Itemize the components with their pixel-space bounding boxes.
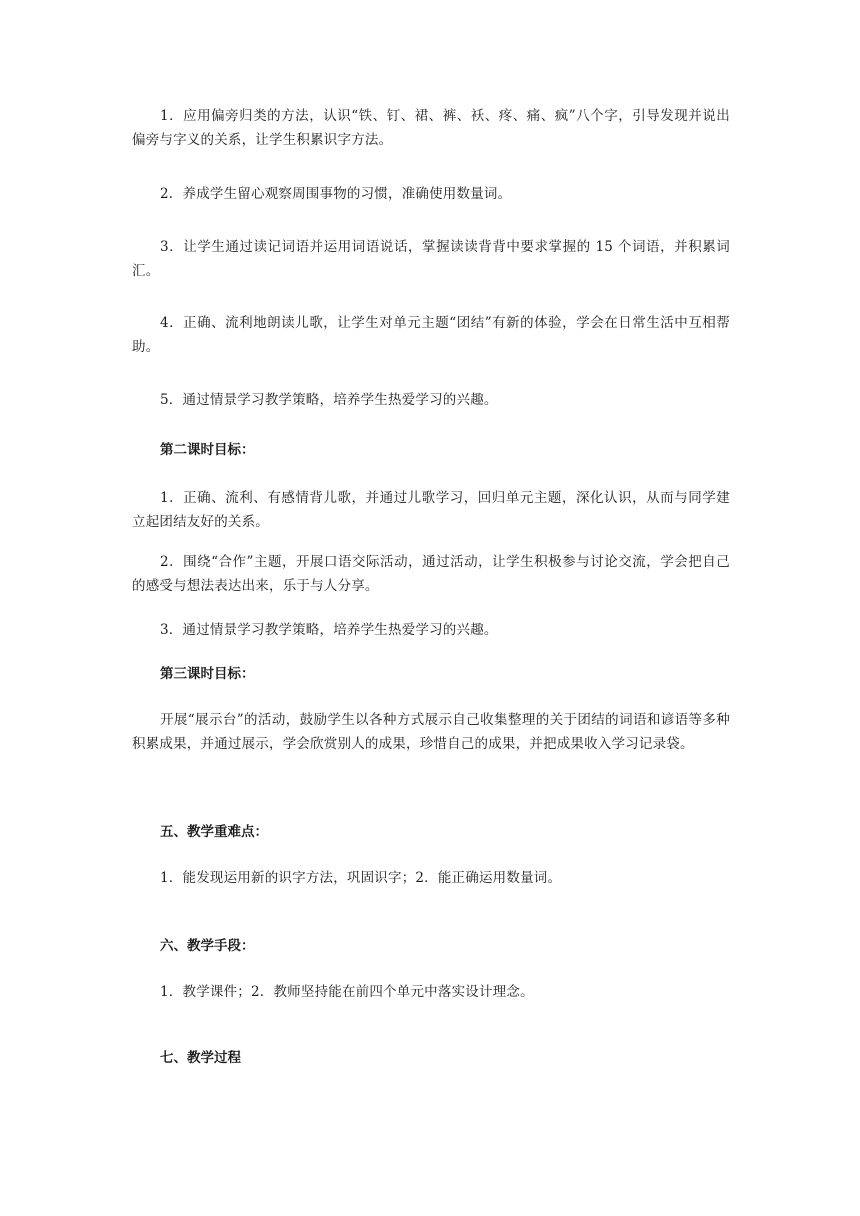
lesson1-goal-1: 1．应用偏旁归类的方法，认识“铁、钉、裙、裤、袄、疼、痛、疯”八个字，引导发现并说出偏旁与字义的关系，让学生积累识字方法。 <box>132 108 730 148</box>
lesson1-goal-2: 2．养成学生留心观察周围事物的习惯，准确使用数量词。 <box>160 186 512 202</box>
lesson1-goal-5: 5．通过情景学习教学策略，培养学生热爱学习的兴趣。 <box>160 392 498 408</box>
lesson2-heading: 第二课时目标： <box>160 442 255 458</box>
lesson2-goal-3: 3．通过情景学习教学策略，培养学生热爱学习的兴趣。 <box>160 622 498 638</box>
section6-text: 1．教学课件；2．教师坚持能在前四个单元中落实设计理念。 <box>160 984 534 1000</box>
lesson2-goal-1: 1．正确、流利、有感情背儿歌，并通过儿歌学习，回归单元主题，深化认识，从而与同学建立起团结友好的关系。 <box>132 490 730 530</box>
section5-heading: 五、教学重难点： <box>160 824 268 840</box>
lesson2-goal-2: 2．围绕“合作”主题，开展口语交际活动，通过活动，让学生积极参与讨论交流，学会把自己的感受与想法表达出来，乐于与人分享。 <box>132 554 730 594</box>
section5-text: 1．能发现运用新的识字方法，巩固识字；2．能正确运用数量词。 <box>160 870 562 886</box>
lesson1-goal-3: 3．让学生通过读记词语并运用词语说话，掌握读读背背中要求掌握的 15 个词语，并积累词汇。 <box>132 239 730 279</box>
lesson1-goal-4: 4．正确、流利地朗读儿歌，让学生对单元主题“团结”有新的体验，学会在日常生活中互相帮助。 <box>132 315 730 355</box>
section7-heading: 七、教学过程 <box>160 1050 241 1066</box>
lesson3-heading: 第三课时目标： <box>160 666 255 682</box>
section6-heading: 六、教学手段： <box>160 938 255 954</box>
lesson3-text: 开展“展示台”的活动，鼓励学生以各种方式展示自己收集整理的关于团结的词语和谚语等多种积累成果，并通过展示，学会欣赏别人的成果，珍惜自己的成果，并把成果收入学习记录袋。 <box>132 712 730 752</box>
